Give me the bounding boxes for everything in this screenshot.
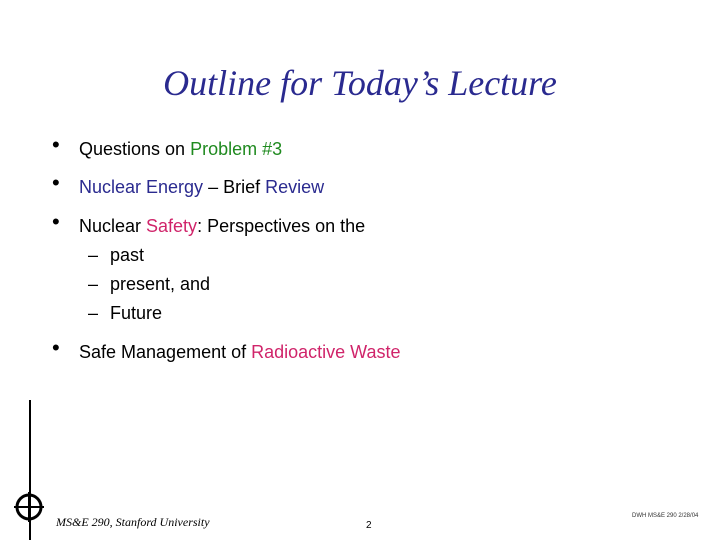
bullet-text <box>79 176 324 198</box>
bullet-dot: • <box>52 209 60 234</box>
sub-dash: – <box>88 303 99 323</box>
bullet-text <box>79 215 365 237</box>
bullet-text <box>79 341 401 363</box>
crosshair-logo-icon <box>14 492 44 522</box>
footer-id: DWH MS&E 290 2/28/04 <box>632 513 699 519</box>
sub-dash: – <box>88 274 99 294</box>
bullet-text <box>79 138 282 160</box>
footer-page-number: 2 <box>366 520 372 531</box>
bullet-text-part: Safe Management of <box>79 342 252 362</box>
footer-course: MS&E 290, Stanford University <box>56 515 210 529</box>
highlight-text: Problem #3 <box>190 139 283 159</box>
sub-text: Future <box>110 303 163 323</box>
bullet-text-part: Nuclear <box>79 216 147 236</box>
bullet-dot: • <box>52 170 60 195</box>
bullet-dot: • <box>52 132 60 157</box>
bullet-text-part: – Brief <box>203 177 266 197</box>
bullet-text-part: Questions on <box>79 139 191 159</box>
highlight-text: Safety <box>146 216 198 236</box>
highlight-text: Nuclear Energy <box>79 177 204 197</box>
highlight-text: Radioactive Waste <box>251 342 401 362</box>
sub-dash: – <box>88 245 99 265</box>
highlight-text: Review <box>265 177 325 197</box>
sub-text: present, and <box>110 274 211 294</box>
sub-text: past <box>110 245 145 265</box>
slide-title: Outline for Today’s Lecture <box>163 63 557 103</box>
bullet-text-part: : Perspectives on the <box>197 216 366 236</box>
bullet-dot: • <box>52 335 60 360</box>
